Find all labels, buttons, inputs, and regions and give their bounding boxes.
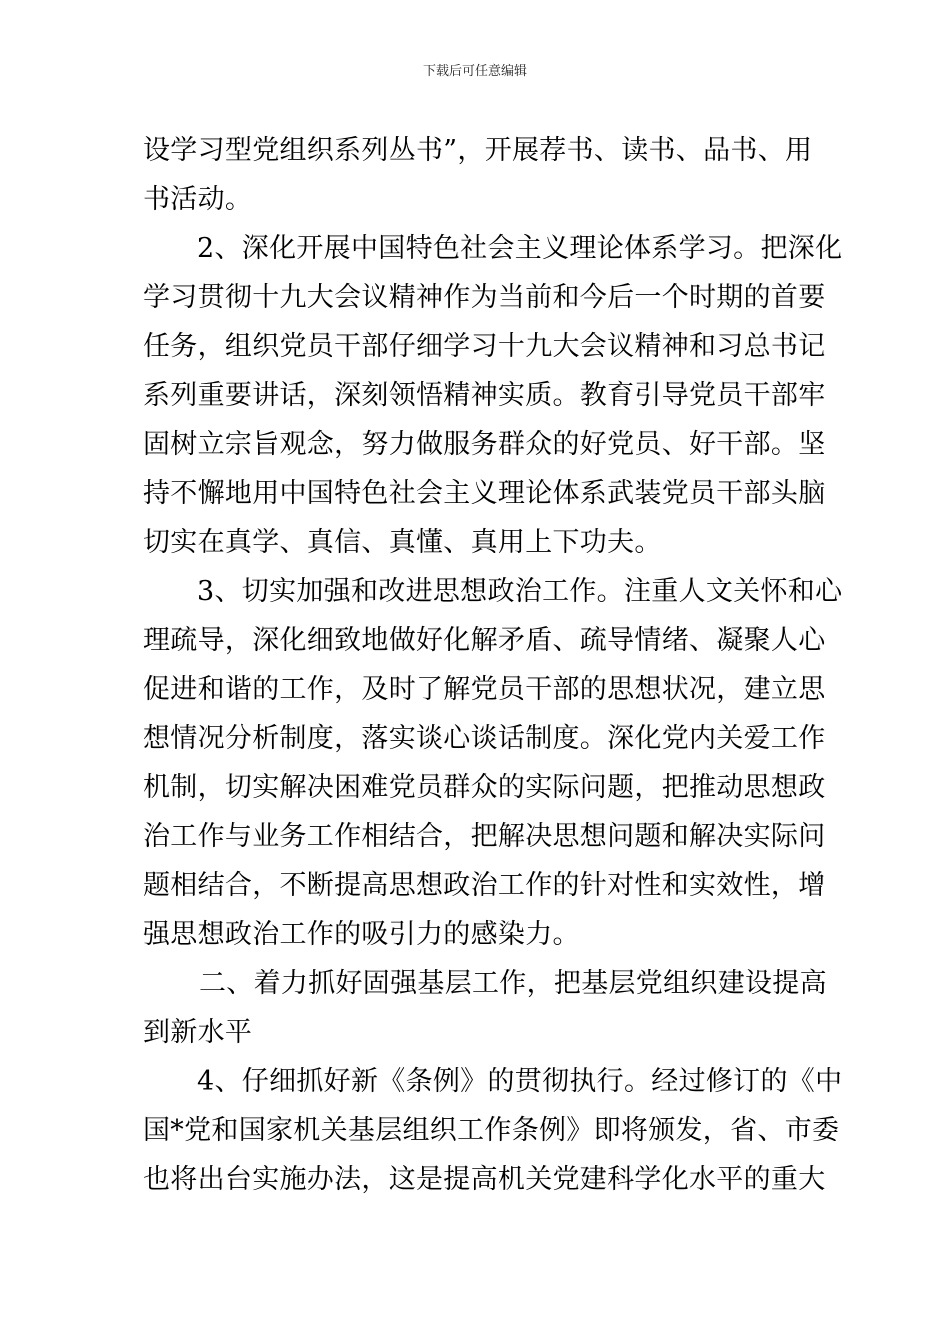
text-line: 切实在真学、真信、真懂、真用上下功夫。 [143,527,662,558]
text-line: 治工作与业务工作相结合，把解决思想问题和解决实际问 [143,821,826,852]
text-line: 想情况分析制度，落实谈心谈话制度。深化党内关爱工作 [143,723,826,754]
text-line: 题相结合，不断提高思想政治工作的针对性和实效性，增 [143,870,826,901]
text-line: 促进和谐的工作，及时了解党员干部的思想状况，建立思 [143,674,826,705]
text-line: 强思想政治工作的吸引力的感染力。 [143,919,580,950]
section-heading-line: 二、着力抓好固强基层工作，把基层党组织建设提高 [199,968,827,999]
body-text [143,126,843,1204]
text-line: 任务，组织党员干部仔细学习十九大会议精神和习总书记 [143,331,826,362]
text-line: 学习贯彻十九大会议精神作为当前和今后一个时期的首要 [143,282,826,313]
paragraph-start-line: 3、切实加强和改进思想政治工作。注重人文关怀和心 [197,576,843,607]
section-heading-line: 到新水平 [143,1017,253,1048]
text-line: 理疏导，深化细致地做好化解矛盾、疏导情绪、凝聚人心 [143,625,826,656]
text-line: 国*党和国家机关基层组织工作条例》即将颁发，省、市委 [143,1115,840,1146]
text-line: 持不懈地用中国特色社会主义理论体系武装党员干部头脑 [143,478,826,509]
text-line: 也将出台实施办法，这是提高机关党建科学化水平的重大 [143,1164,826,1195]
text-line: 机制，切实解决困难党员群众的实际问题，把推动思想政 [143,772,826,803]
text-line: 设学习型党组织系列丛书”，开展荐书、读书、品书、用 [143,135,813,166]
text-line: 系列重要讲话，深刻领悟精神实质。教育引导党员干部牢 [143,380,826,411]
paragraph-start-line: 4、仔细抓好新《条例》的贯彻执行。经过修订的《中 [197,1066,843,1097]
paragraph-start-line: 2、深化开展中国特色社会主义理论体系学习。把深化 [197,233,843,264]
text-line: 固树立宗旨观念，努力做服务群众的好党员、好干部。坚 [143,429,826,460]
header-note: 下载后可任意编辑 [422,64,527,79]
text-line: 书活动。 [143,184,253,215]
